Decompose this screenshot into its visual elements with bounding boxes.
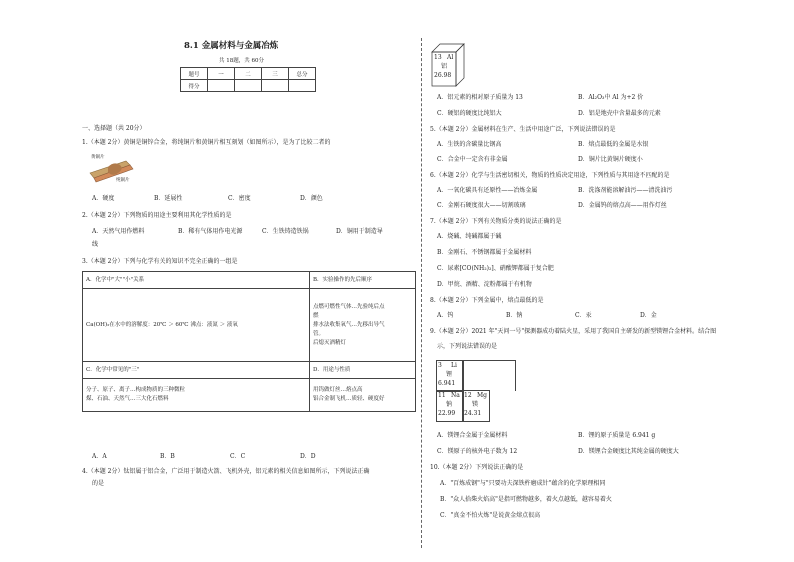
option[interactable]: A．硬度 — [92, 195, 115, 202]
option[interactable]: C．密度 — [228, 195, 251, 202]
score-cell[interactable] — [235, 80, 262, 92]
atomic-number: 13 — [434, 54, 442, 61]
element-cell-empty — [462, 360, 516, 391]
score-header: 二 — [235, 68, 262, 80]
cell-c-body — [83, 379, 310, 412]
d-line: 用钨做灯丝…熔点高 — [313, 387, 363, 393]
cell-c-head: C．化学中常见的"三" — [83, 362, 310, 379]
option[interactable]: A．烧碱、纯碱都属于碱 — [437, 233, 502, 240]
option[interactable]: B．锂的原子质量是 6.941 g — [578, 432, 656, 439]
element-name: 铝 — [441, 63, 448, 70]
option[interactable]: B．熔点最低的金属是水银 — [578, 141, 649, 148]
score-cell[interactable] — [208, 80, 235, 92]
b-line: 燃 — [313, 312, 319, 319]
question-8: 8.（本题 2分）下列金属中，熔点最低的是 — [430, 297, 544, 304]
option[interactable]: C．金刚石硬度很大——切割玻璃 — [437, 202, 526, 209]
atomic-number: 11 — [438, 392, 446, 399]
option[interactable]: C．C — [230, 453, 246, 460]
option[interactable]: D．颜色 — [300, 195, 323, 202]
atomic-mass: 22.99 — [438, 410, 456, 417]
element-name: 钠 — [446, 401, 453, 408]
option[interactable]: A．天然气用作燃料 — [92, 228, 145, 235]
option[interactable]: D．铝是地壳中含量最多的元素 — [578, 110, 661, 117]
score-cell[interactable] — [262, 80, 289, 92]
question-9-cont: 示，下列说法错误的是 — [437, 343, 498, 350]
score-header: 总分 — [289, 68, 316, 80]
cell-a-body: Ca(OH)₂在水中的溶解度：20℃ ＞ 60℃ 沸点：液氮 ＞ 液氧 — [83, 289, 310, 362]
question-2: 2.（本题 2分）下列物质的用途主要利用其化学性质的是 — [82, 212, 232, 219]
question-10: 10.（本题 2分）下列说法正确的是 — [430, 464, 524, 471]
option[interactable]: C．合金中一定含有非金属 — [437, 156, 508, 163]
option[interactable]: B．稀有气体用作电光源 — [178, 228, 243, 235]
option[interactable]: C．"真金不怕火炼"是说黄金熔点很高 — [440, 512, 541, 519]
option[interactable]: C．尿素[CO(NH₂)₂]、硝酸钾都属于复合肥 — [437, 265, 554, 272]
brass-copper-image — [86, 151, 146, 187]
question-5: 5.（本题 2分）金属材料在生产、生活中用途广泛，下列说法错误的是 — [430, 126, 616, 133]
option-continued: 线 — [92, 241, 99, 248]
cell-d-body — [310, 379, 416, 412]
option[interactable]: A．铝元素的相对原子质量为 13 — [437, 94, 523, 101]
option[interactable]: B．钠 — [506, 312, 523, 319]
question-9: 9.（本题 2分）2021 年"天问一号"探测器成功着陆火星，采用了我国自主研发的新型镁锂合金材料。结合图 — [430, 328, 717, 335]
option[interactable]: D．金属钨的熔点高——用作灯丝 — [578, 202, 667, 209]
b-line: 点燃可燃性气体…先验纯后点 — [313, 303, 385, 310]
element-symbol: Mg — [477, 392, 487, 399]
cell-b-head: B．实验操作的先后顺序 — [310, 272, 416, 289]
c-line: 分子、原子、离子…构成物质的三种微粒 — [86, 387, 186, 393]
option[interactable]: B．金刚石、不锈钢都属于金属材料 — [437, 249, 532, 256]
option[interactable]: B．B — [160, 453, 175, 460]
image-label: 纯铜片 — [116, 178, 130, 183]
option[interactable]: C．镁原子的核外电子数为 12 — [437, 448, 518, 455]
page-subtitle: 共 18题，共 60分 — [219, 58, 264, 64]
cell-d-head: D．用途与性质 — [310, 362, 416, 379]
element-name: 镁 — [472, 401, 479, 408]
column-divider — [421, 38, 422, 548]
score-header: 一 — [208, 68, 235, 80]
option[interactable]: A．生铁的含碳量比钢高 — [437, 141, 502, 148]
option[interactable]: D．铜片比黄铜片硬度小 — [578, 156, 643, 163]
option[interactable]: A．"百炼成钢"与"只要功夫深铁杵磨成针"蕴含的化学原理相同 — [440, 480, 606, 487]
score-header: 题号 — [181, 68, 208, 80]
option[interactable]: B．延展性 — [154, 195, 183, 202]
atomic-mass: 26.98 — [434, 72, 452, 79]
question-3: 3.（本题 2分）下列与化学有关的知识不完全正确的一组是 — [82, 258, 238, 265]
option[interactable]: D．D — [300, 453, 316, 460]
option[interactable]: A．钨 — [437, 312, 454, 319]
question-4: 4.（本题 2分）钛铝属于铝合金，广泛用于制造火箭、飞机外壳，铝元素的相关信息如图所示，下列说法正确 — [82, 468, 370, 475]
d-line: 铝合金制飞机…质轻、硬度好 — [313, 396, 385, 402]
question-7: 7.（本题 2分）下列有关物质分类的说法正确的是 — [430, 218, 562, 225]
question-4-cont: 的是 — [92, 480, 105, 487]
score-row-label: 得分 — [181, 80, 208, 92]
q3-table — [82, 271, 416, 412]
c-line: 煤、石油、天然气…三大化石燃料 — [86, 396, 169, 402]
element-name: 锂 — [446, 371, 453, 378]
element-cell-li — [436, 360, 464, 392]
cell-a-head: A．化学中"大""小"关系 — [83, 272, 310, 289]
section-heading: 一、选择题（共 20分） — [82, 125, 146, 132]
atomic-mass: 6.941 — [438, 380, 456, 387]
element-symbol: Na — [451, 392, 460, 399]
option[interactable]: D．铜用于制造导 — [336, 228, 383, 235]
option[interactable]: D．甲烷、酒精、淀粉都属于有机物 — [437, 281, 532, 288]
b-line: 管。 — [313, 330, 325, 337]
option[interactable]: A．A — [92, 453, 107, 460]
option[interactable]: B．Al₂O₃中 Al 为+2 价 — [578, 94, 644, 101]
atomic-number: 12 — [464, 392, 472, 399]
element-symbol: Li — [451, 362, 457, 369]
option[interactable]: A．一氧化碳具有还原性——冶炼金属 — [437, 187, 538, 194]
atomic-mass: 24.31 — [464, 410, 482, 417]
question-1: 1.（本题 2分）黄铜是铜锌合金，将纯铜片和黄铜片相互刻划（如图所示），是为了比较二者的 — [82, 139, 331, 146]
option[interactable]: C．生铁铸造铁锅 — [262, 228, 309, 235]
score-header: 三 — [262, 68, 289, 80]
option[interactable]: C．汞 — [575, 312, 592, 319]
b-line: 后熄灭酒精灯 — [313, 339, 347, 346]
option[interactable]: D．镁锂合金硬度比其纯金属的硬度大 — [578, 448, 679, 455]
element-cell-na — [436, 390, 464, 422]
score-cell[interactable] — [289, 80, 316, 92]
page-title: 8.1 金属材料与金属冶炼 — [184, 41, 279, 51]
option[interactable]: B．洗涤剂能溶解油污——清洗油污 — [578, 187, 673, 194]
cell-b-body — [310, 289, 416, 362]
atomic-number: 3 — [438, 362, 442, 369]
question-6: 6.（本题 2分）化学与生活密切相关，物质的性质决定用途，下列性质与其用途不匹配的是 — [430, 172, 670, 179]
option[interactable]: B．"众人拾柴火焰高"是指可燃物越多，着火点越低，越容易着火 — [440, 496, 612, 503]
option[interactable]: D．金 — [640, 312, 657, 319]
option[interactable]: A．镁锂合金属于金属材料 — [437, 432, 508, 439]
element-symbol: Al — [447, 54, 454, 61]
image-label: 黄铜片 — [91, 155, 105, 160]
element-cell-mg — [462, 390, 490, 422]
b-line: 排水法收集氧气…先移出导气 — [313, 321, 385, 328]
aluminum-element-card — [430, 40, 466, 88]
option[interactable]: C．硬铝的硬度比纯铝大 — [437, 110, 502, 117]
score-table — [180, 67, 316, 92]
